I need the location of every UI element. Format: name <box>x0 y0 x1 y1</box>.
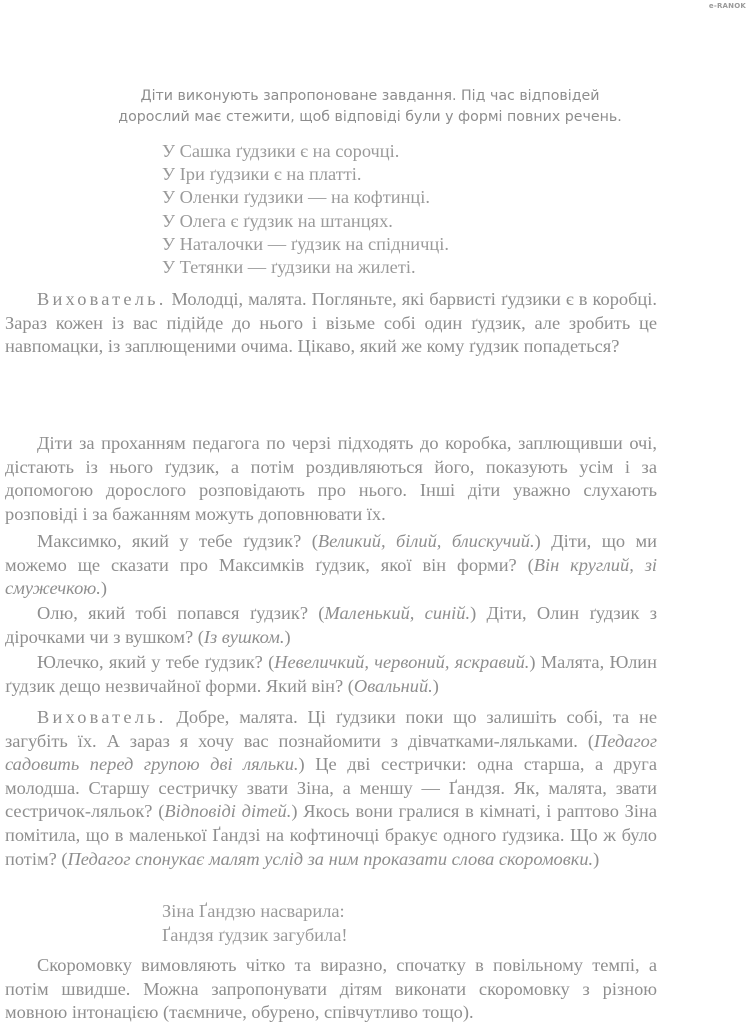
text-run: Олю, який тобі попався ґудзик? ( <box>37 603 325 623</box>
text-run: ) Діти, що ми можемо ще сказати про Максимків ґудзик, якої він форми? ( <box>5 531 658 575</box>
paragraph-instructions <box>5 954 657 1025</box>
text-run: ) Діти, Олин ґудзик з дірочками чи з вушком? ( <box>5 603 657 647</box>
italic-remark: Відповіді дітей. <box>164 801 292 822</box>
italic-answer: Він круглий, зі смужечкою. <box>5 554 657 599</box>
italic-answer: Маленький, синій. <box>324 603 471 623</box>
speaker-label: Вихователь. <box>37 289 167 309</box>
paragraph-teacher-2 <box>5 706 657 871</box>
text-run: ) Якось вони гралися в кімнаті, і раптово Зіна помітила, що в маленької Ґандзі на кофтиночці бракує одного ґудзика. Що ж було потім? ( <box>5 801 657 869</box>
example-answers <box>162 140 449 279</box>
speaker-label: Вихователь. <box>37 707 167 727</box>
publisher-logo: e-RANOK <box>708 2 746 10</box>
poem-line: Ґандзя ґудзик загубила! <box>162 924 348 945</box>
paragraph-text: Скоромовку вимовляють чітко та виразно, спочатку в повільному темпі, а потім швидше. Можна запропонувати дітям виконати скоромовку з різною мовною інтонацією (таємниче, обурено, співчутливо тощо). <box>5 955 657 1023</box>
intro-note <box>20 86 720 128</box>
paragraph-text: Діти за проханням педагога по черзі підходять до коробка, заплющивши очі, дістають із нього ґудзик, а потім роздивляються його, показують усім і за допомогою дорослого розповідають про нього. Інші діти уважно слухають розповіді і за бажанням можуть доповнювати їх. <box>5 433 657 524</box>
text-run: ) Малята, Юлин ґудзик дещо незвичайної форми. Який він? ( <box>5 652 657 696</box>
poem-line: Зіна Ґандзю насварила: <box>162 901 345 921</box>
italic-answer: Із вушком. <box>203 626 285 647</box>
italic-answer: Невеличкий, червоний, яскравий. <box>274 652 530 672</box>
paragraph-dialogue-2 <box>5 602 657 649</box>
paragraph-description <box>5 432 657 526</box>
italic-answer: Овальний. <box>353 675 433 696</box>
example-line: У Наталочки — ґудзик на спідничці. <box>162 233 449 254</box>
text-run: Максимко, який у тебе ґудзик? ( <box>37 531 318 551</box>
example-line: У Сашка ґудзики є на сорочці. <box>162 141 400 161</box>
example-line: У Олега є ґудзик на штанцях. <box>162 210 393 231</box>
intro-line: Діти виконують запропоноване завдання. Під час відповідей <box>140 88 600 104</box>
paragraph-dialogue-1 <box>5 530 657 601</box>
tongue-twister <box>162 900 348 947</box>
example-line: У Іри ґудзики є на платті. <box>162 164 362 185</box>
intro-line: дорослий має стежити, щоб відповіді були у формі повних речень. <box>118 109 622 125</box>
example-line: У Тетянки — ґудзики на жилеті. <box>162 257 416 278</box>
italic-remark: Педагог спонукає малят услід за ним проказати слова скоромовки. <box>67 848 594 869</box>
paragraph-dialogue-3 <box>5 651 657 698</box>
italic-answer: Великий, білий, блискучий. <box>317 531 535 551</box>
text-run: Юлечко, який у тебе ґудзик? ( <box>37 652 275 672</box>
text-run: ) <box>593 848 600 869</box>
example-line: У Оленки ґудзики — на кофтинці. <box>162 187 430 208</box>
text-run: ) Це дві сестрички: одна старша, а друга молодша. Старшу сестричку звати Зіна, а меншу — Ґандзя. Як, малята, звати сестричок-ляльок? ( <box>5 754 657 822</box>
text-run: ) <box>432 675 439 696</box>
paragraph-teacher-1 <box>5 288 657 359</box>
text-run: Добре, малята. Ці ґудзики поки що залишіть собі, та не загубіть їх. А зараз я хочу вас познайомити з дівчатками-ляльками. ( <box>5 707 657 751</box>
italic-remark: Педагог садовить перед групою дві ляльки. <box>5 730 657 775</box>
text-run: ) <box>100 578 107 599</box>
text-run: ) <box>284 626 291 647</box>
paragraph-text: Молодці, малята. Погляньте, які барвисті ґудзики є в коробці. Зараз кожен із вас підійде до нього і візьме собі один ґудзик, але зробить це навпомацки, із заплющеними очима. Цікаво, який же кому ґудзик попадеться? <box>5 289 657 357</box>
